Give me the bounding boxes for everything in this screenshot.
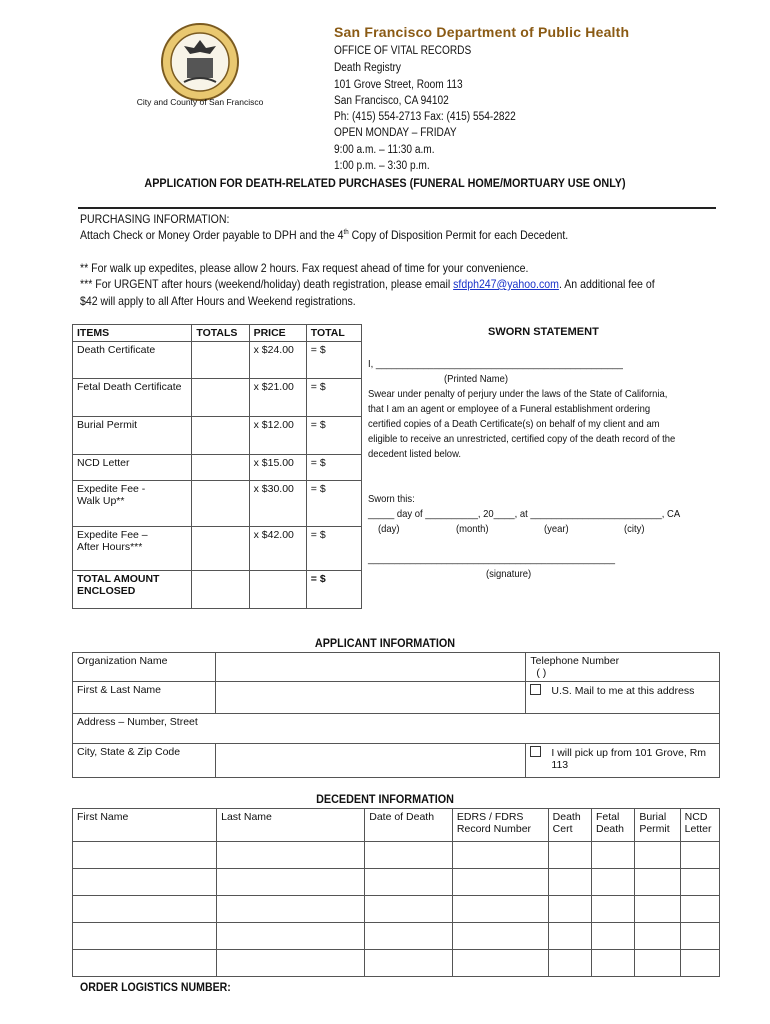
hours-morning: 9:00 a.m. – 11:30 a.m. [334, 144, 435, 156]
table-row-total: TOTAL AMOUNT ENCLOSED = $ [73, 571, 362, 609]
street-address: 101 Grove Street, Room 113 [334, 79, 463, 91]
sworn-body-line: Swear under penalty of perjury under the laws of the State of California, [368, 388, 668, 400]
city-seal-logo [160, 22, 240, 102]
hours-afternoon: 1:00 p.m. – 3:30 p.m. [334, 160, 430, 172]
year-caption: (year) [544, 523, 569, 535]
registry-name: Death Registry [334, 62, 401, 74]
sworn-body-line: eligible to receive an unrestricted, certified copy of the death record of the [368, 433, 676, 445]
city-address: San Francisco, CA 94102 [334, 95, 449, 107]
qty-burial-permit[interactable] [192, 417, 249, 455]
table-row: NCD Letter x $15.00 = $ [73, 455, 362, 481]
office-name: OFFICE OF VITAL RECORDS [334, 45, 472, 57]
qty-ncd-letter[interactable] [192, 455, 249, 481]
seal-label: City and County of San Francisco [136, 97, 264, 107]
applicant-heading: APPLICANT INFORMATION [314, 636, 456, 650]
applicant-table [72, 652, 720, 778]
qty-fetal-cert[interactable] [192, 379, 249, 417]
signature-line[interactable]: _______________________________________________ [368, 553, 616, 565]
city-state-zip-field[interactable] [216, 744, 526, 778]
mail-checkbox[interactable] [530, 684, 541, 695]
email-link[interactable]: sfdph247@yahoo.com [453, 277, 559, 291]
table-row[interactable] [73, 896, 720, 923]
table-row: City, State & Zip Code I will pick up from 101 Grove, Rm 113 [73, 744, 720, 778]
table-row[interactable] [73, 842, 720, 869]
decedent-heading: DECEDENT INFORMATION [316, 792, 454, 806]
first-last-name-field[interactable] [216, 682, 526, 714]
signature-caption: (signature) [486, 568, 532, 580]
table-row: Organization Name Telephone Number ( ) [73, 653, 720, 682]
table-row: Fetal Death Certificate x $21.00 = $ [73, 379, 362, 417]
col-price: PRICE [249, 325, 306, 342]
walk-up-note: ** For walk up expedites, please allow 2 hours. Fax request ahead of time for your convenience. [80, 261, 529, 275]
printed-name-caption: (Printed Name) [444, 373, 509, 385]
hours-title: OPEN MONDAY – FRIDAY [334, 127, 457, 139]
urgent-note: *** For URGENT after hours (weekend/holiday) death registration, please email sfdph247@yahoo.com. An additional fee of [80, 277, 655, 291]
attach-instructions: Attach Check or Money Order payable to DPH and the 4th Copy of Disposition Permit for each Decedent. [80, 228, 569, 242]
telephone-field[interactable]: Telephone Number ( ) [526, 653, 720, 682]
pickup-checkbox[interactable] [530, 746, 541, 757]
department-name: San Francisco Department of Public Health [334, 24, 630, 40]
table-row: Death Certificate x $24.00 = $ [73, 342, 362, 379]
urgent-fee-note: $42 will apply to all After Hours and Weekend registrations. [80, 294, 356, 308]
sworn-body-line: that I am an agent or employee of a Funeral establishment ordering [368, 403, 651, 415]
title-divider [78, 207, 716, 209]
sworn-date-line[interactable]: _____ day of __________, 20____, at _________________________, CA [368, 508, 681, 520]
items-table [72, 324, 362, 609]
month-caption: (month) [456, 523, 489, 535]
phone-fax: Ph: (415) 554-2713 Fax: (415) 554-2822 [334, 111, 516, 123]
table-row: Burial Permit x $12.00 = $ [73, 417, 362, 455]
table-header-row: First Name Last Name Date of Death EDRS / FDRS Record Number Death Cert Fetal Death Burial Permit NCD Letter [73, 809, 720, 842]
table-row[interactable] [73, 923, 720, 950]
purchasing-heading: PURCHASING INFORMATION: [80, 212, 230, 226]
decedent-table [72, 808, 720, 977]
organization-name-field[interactable] [216, 653, 526, 682]
city-caption: (city) [624, 523, 645, 535]
order-logistics-label: ORDER LOGISTICS NUMBER: [80, 980, 231, 994]
mail-option[interactable]: U.S. Mail to me at this address [526, 682, 720, 714]
sworn-statement-heading: SWORN STATEMENT [488, 326, 599, 338]
table-row: Address – Number, Street [73, 714, 720, 744]
table-row: Expedite Fee - Walk Up** x $30.00 = $ [73, 481, 362, 527]
qty-expedite-afterhours[interactable] [192, 527, 249, 571]
table-row: Expedite Fee – After Hours*** x $42.00 = $ [73, 527, 362, 571]
table-row[interactable] [73, 950, 720, 977]
sworn-this-label: Sworn this: [368, 493, 415, 505]
table-row[interactable] [73, 869, 720, 896]
sworn-body-line: certified copies of a Death Certificate(s) on behalf of my client and am [368, 418, 660, 430]
qty-death-cert[interactable] [192, 342, 249, 379]
col-totals: TOTALS [192, 325, 249, 342]
col-total: TOTAL [306, 325, 361, 342]
col-items: ITEMS [73, 325, 192, 342]
qty-expedite-walkup[interactable] [192, 481, 249, 527]
form-title: APPLICATION FOR DEATH-RELATED PURCHASES (FUNERAL HOME/MORTUARY USE ONLY) [144, 176, 626, 190]
sworn-body-line: decedent listed below. [368, 448, 461, 460]
pickup-option[interactable]: I will pick up from 101 Grove, Rm 113 [526, 744, 720, 778]
printed-name-line[interactable]: I, _______________________________________________ [368, 358, 623, 370]
total-amount-field[interactable]: = $ [306, 571, 361, 609]
day-caption: (day) [378, 523, 400, 535]
table-row: First & Last Name U.S. Mail to me at this address [73, 682, 720, 714]
